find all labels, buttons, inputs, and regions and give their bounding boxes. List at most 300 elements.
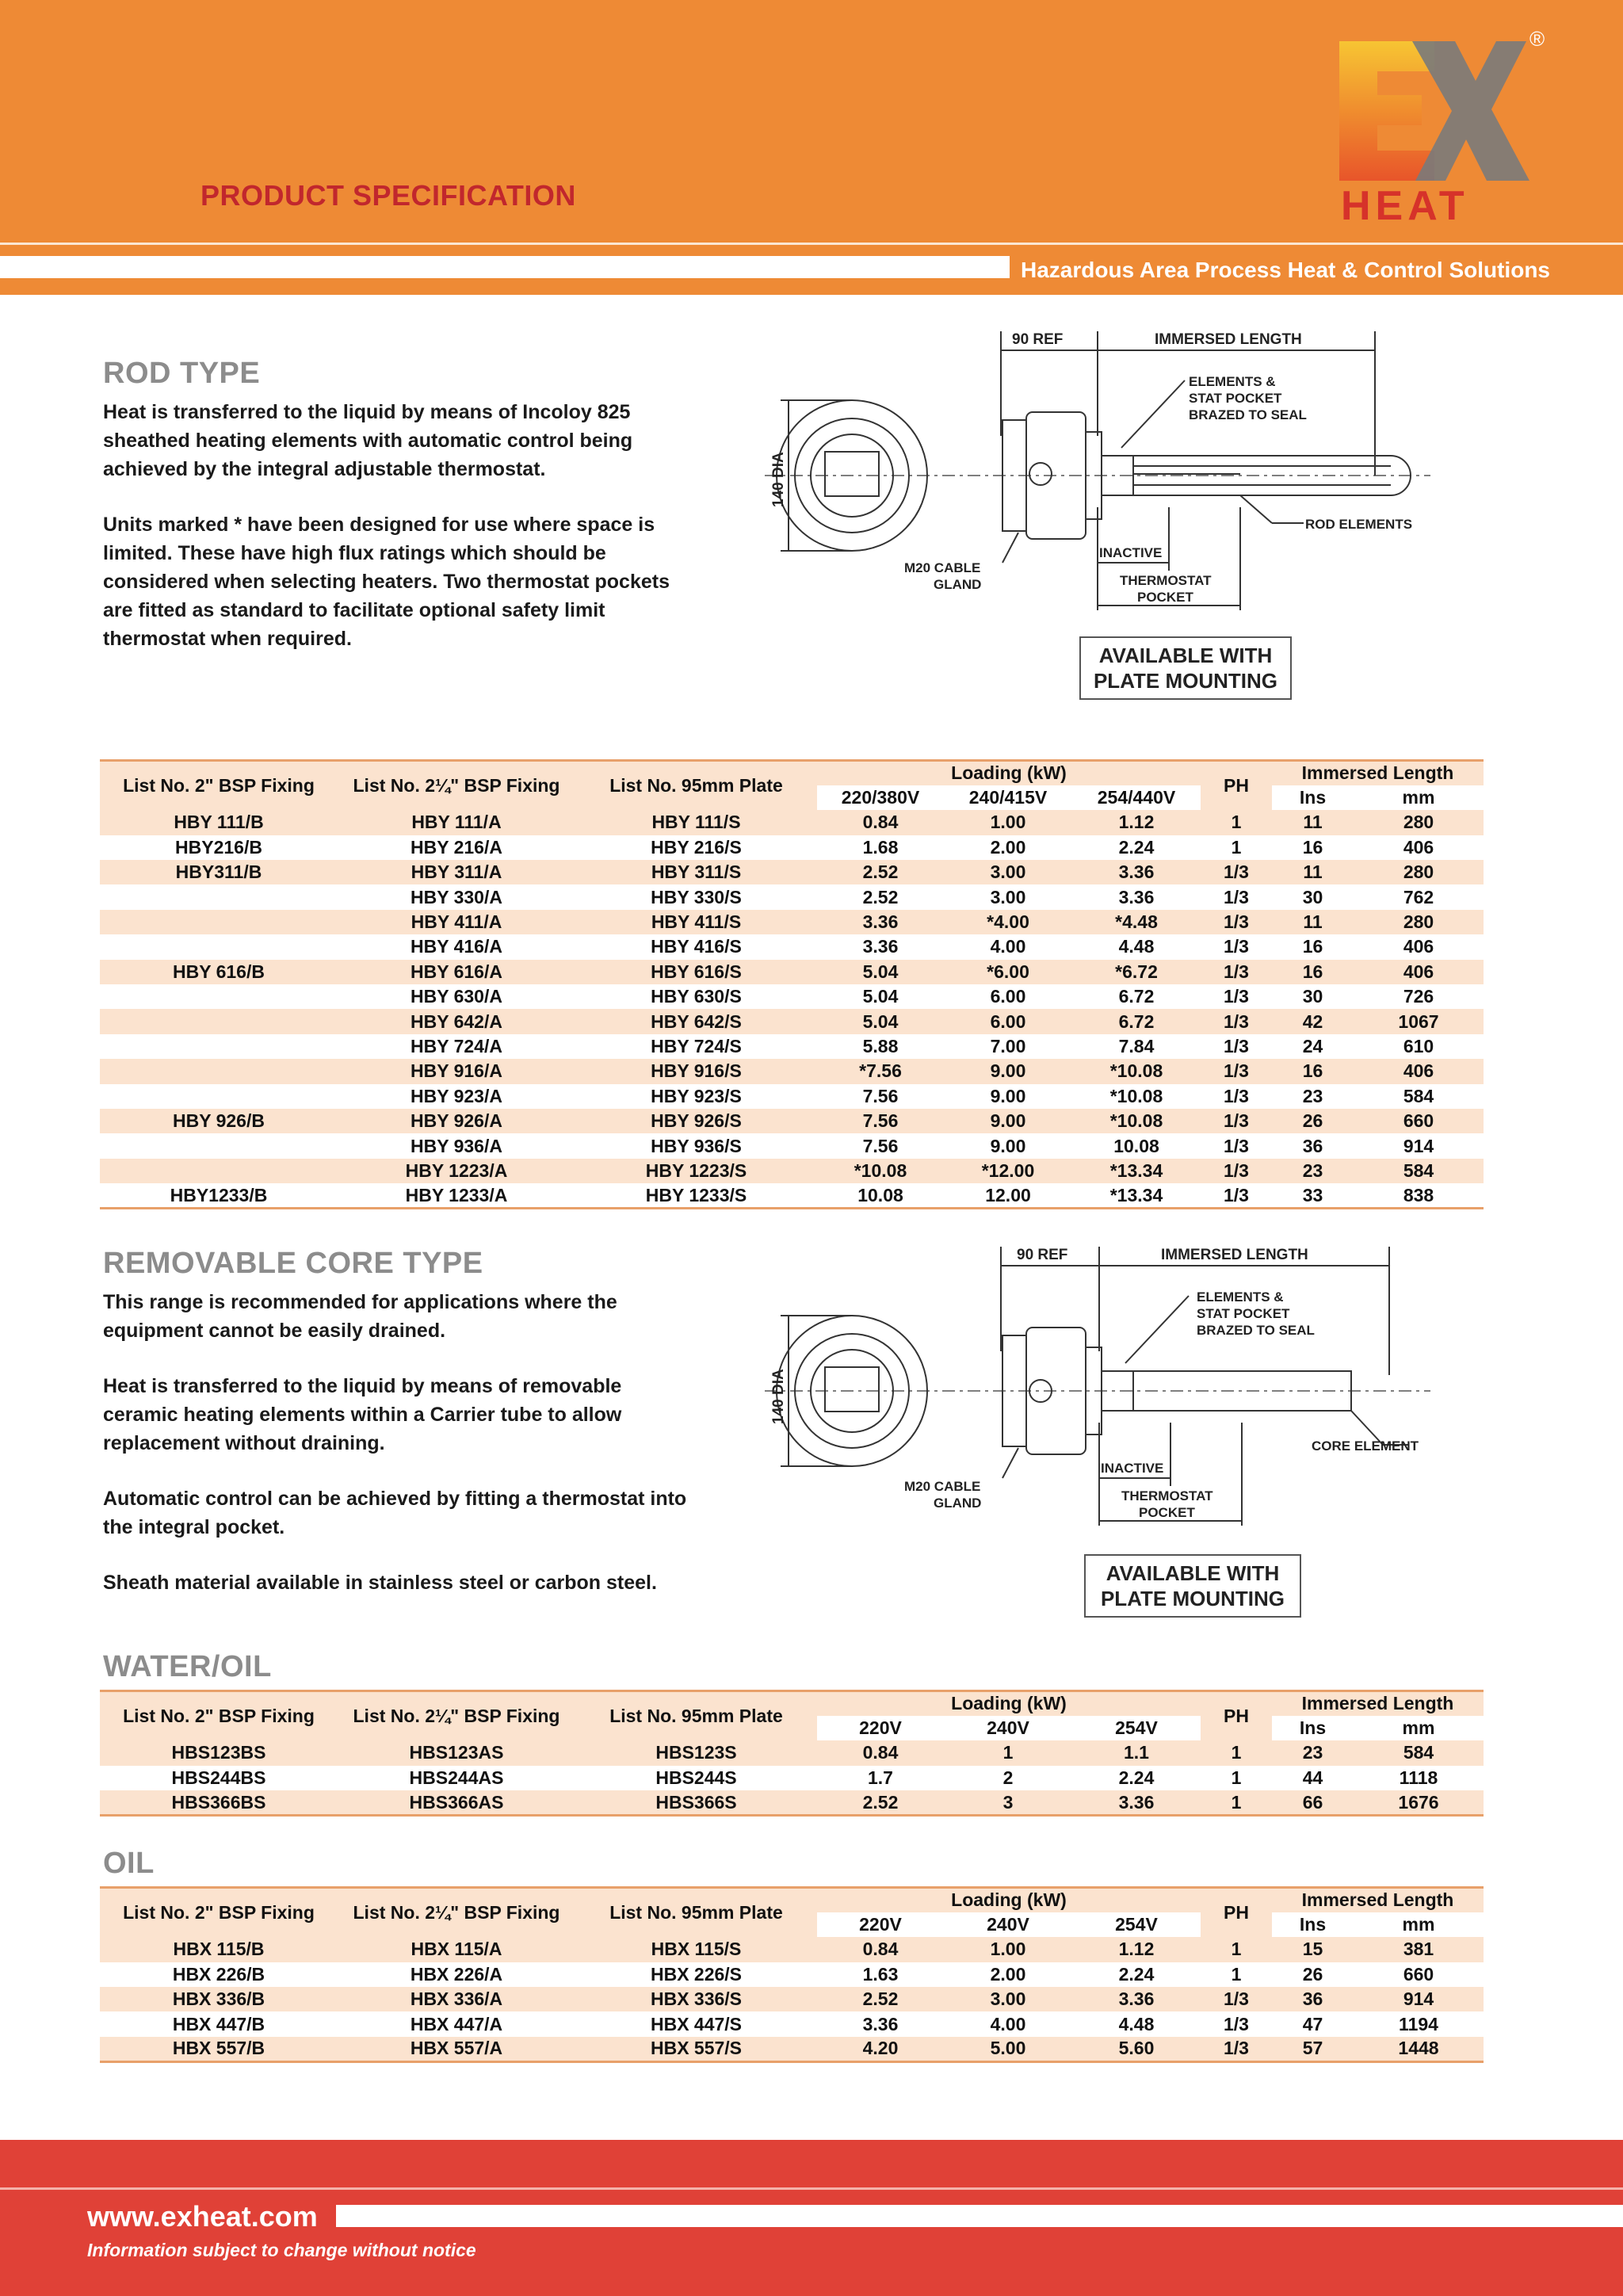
table-cell: 33 [1272,1183,1354,1208]
core-type-diagram [757,1240,1438,1541]
table-cell: HBX 115/S [575,1937,817,1962]
table-cell: 9.00 [990,1135,1026,1156]
table-cell: HBY 1223/A [338,1159,575,1183]
table-cell: 9.00 [944,1059,1072,1083]
col-v3: 254/440V [1072,785,1201,810]
table-cell: 1.00 [944,810,1072,835]
col-v2: 240V [944,1716,1072,1740]
table-cell [100,1059,338,1083]
table-cell: 1/3 [1224,986,1249,1007]
table-row [100,1059,1484,1083]
table-cell: 1/3 [1201,960,1272,984]
table-cell: HBX 447/A [410,2013,503,2034]
table-cell: HBY 1223/S [575,1159,817,1183]
table-cell: 26 [1272,1109,1354,1133]
table-cell: 1/3 [1201,1183,1272,1208]
page-title: PRODUCT SPECIFICATION [200,179,576,212]
core-type-title: REMOVABLE CORE TYPE [103,1247,483,1280]
table-cell: HBY 111/A [338,810,575,835]
table-cell: HBX 115/A [338,1937,575,1962]
table-cell: 1 [1201,810,1272,835]
table-row [100,910,1484,934]
table-cell: HBX 226/S [650,1963,743,1985]
col-ins: Ins [1272,1912,1354,1937]
table-cell: 1/3 [1201,1059,1272,1083]
col-v1: 220V [817,1716,944,1740]
table-cell: 2.24 [1118,836,1155,858]
table-cell: 6.00 [990,986,1026,1007]
label-rod-elements: ROD ELEMENTS [1305,517,1413,532]
table-cell: HBX 557/B [100,2037,338,2061]
table-cell: *4.00 [944,910,1072,934]
table-cell: *10.08 [1109,1085,1163,1106]
note-elements: ELEMENTS & [1197,1289,1284,1305]
table-cell: 15 [1272,1937,1354,1962]
table-cell: 7.56 [862,1135,899,1156]
col-v1: 220/380V [817,785,944,810]
table-cell: 10.08 [817,1183,944,1208]
table-cell: 0.84 [817,1937,944,1962]
table-cell: 23 [1272,1159,1354,1183]
col-mm: mm [1354,785,1484,810]
table-cell: HBS244S [655,1767,737,1788]
table-cell: HBY 416/S [651,936,742,957]
table-cell: HBY 642/A [338,1009,575,1033]
table-cell: 5.88 [862,1035,899,1056]
rod-type-diagram [757,325,1438,626]
table-cell: 11 [1272,860,1354,884]
table-row [100,1937,1484,1962]
col-ins: Ins [1272,785,1354,810]
table-cell: HBX 336/S [575,1987,817,2011]
col-bsp2: List No. 2" BSP Fixing [100,1691,338,1741]
tagline: Hazardous Area Process Heat & Control Solutions [1021,258,1550,282]
table-cell: HBS123BS [100,1740,338,1765]
table-cell: HBX 336/B [100,1987,338,2011]
table-cell: *12.00 [944,1159,1072,1183]
table-cell: HBY311/B [100,860,338,884]
table-cell: HBY 616/A [338,960,575,984]
table-cell [100,910,338,934]
table-cell: 30 [1302,986,1323,1007]
table-cell: 584 [1354,1159,1484,1183]
page-header [0,0,1623,295]
col-immersed: Immersed Length [1272,761,1484,785]
table-cell: HBS123AS [338,1740,575,1765]
table-cell: HBY 330/S [651,886,742,907]
table-cell: HBX 557/A [338,2037,575,2061]
table-cell: 4.20 [817,2037,944,2061]
footer-note: Information subject to change without notice [87,2240,476,2260]
rod-type-title: ROD TYPE [103,357,261,390]
table-cell: 1/3 [1201,1009,1272,1033]
available-line1: AVAILABLE WITH [1098,644,1273,667]
table-cell: 1.00 [944,1937,1072,1962]
available-line2: PLATE MOUNTING [1093,669,1278,693]
table-cell: HBX 226/B [172,1963,265,1985]
dim-90-ref: 90 REF [1017,1247,1068,1263]
table-cell: HBY 111/B [100,810,338,835]
note-brazed: BRAZED TO SEAL [1197,1323,1315,1338]
table-cell: HBY 630/S [651,986,742,1007]
page-footer [0,2140,1623,2296]
table-cell: HBX 557/S [575,2037,817,2061]
table-cell: 10.08 [1113,1135,1159,1156]
table-cell: 1 [944,1740,1072,1765]
core-plate-mounting-box [1084,1554,1301,1618]
table-cell: 26 [1302,1963,1323,1985]
col-mm: mm [1354,1716,1484,1740]
table-cell: 584 [1403,1085,1434,1106]
table-row [100,960,1484,984]
table-cell [100,1133,338,1158]
note-stat-pocket: STAT POCKET [1197,1306,1290,1321]
table-cell: 584 [1354,1740,1484,1765]
table-cell: 406 [1354,960,1484,984]
table-cell: 1118 [1399,1767,1438,1788]
table-cell: 1/3 [1201,1987,1272,2011]
table-cell: HBS244AS [409,1767,504,1788]
table-cell: 280 [1354,810,1484,835]
oil-table [100,1886,1484,2063]
registered-mark: ® [1529,27,1545,51]
table-cell: *10.08 [1072,1059,1201,1083]
table-cell: HBY 926/S [575,1109,817,1133]
table-row [100,835,1484,860]
table-cell: HBY 111/S [575,810,817,835]
table-cell: 660 [1354,1109,1484,1133]
col-v3: 254V [1072,1716,1201,1740]
table-cell: 2.00 [990,836,1026,858]
ex-logo-mark-icon [1339,41,1529,184]
col-v3: 254V [1072,1912,1201,1937]
col-bsp214: List No. 2¼" BSP Fixing [338,1691,575,1741]
table-cell: 660 [1403,1963,1434,1985]
table-cell: 1/3 [1224,1035,1249,1056]
table-cell: 3.00 [944,860,1072,884]
label-thermostat: THERMOSTAT [1121,1488,1213,1503]
table-cell: HBX 226/A [410,1963,503,1985]
table-cell: 1/3 [1201,860,1272,884]
table-cell: 0.84 [817,810,944,835]
table-cell: 4.00 [990,2013,1026,2034]
table-cell [100,1009,338,1033]
col-immersed: Immersed Length [1272,1691,1484,1716]
table-cell: 406 [1403,936,1434,957]
table-cell: 406 [1403,836,1434,858]
table-cell: 9.00 [990,1085,1026,1106]
table-cell: 726 [1403,986,1434,1007]
table-cell: 7.84 [1118,1035,1155,1056]
col-bsp214: List No. 2¼" BSP Fixing [338,1888,575,1938]
table-cell: 3.00 [944,1987,1072,2011]
label-m20-cable: M20 CABLE [904,1479,981,1494]
table-cell: 3.36 [1072,1987,1201,2011]
col-bsp214: List No. 2¼" BSP Fixing [338,761,575,811]
table-cell: HBY 923/S [651,1085,742,1106]
table-cell: 1.12 [1072,810,1201,835]
col-ph: PH [1201,1691,1272,1741]
table-cell: 3.36 [817,910,944,934]
table-cell: HBY 311/S [575,860,817,884]
table-cell [100,934,338,959]
table-cell: 7.56 [862,1085,899,1106]
table-cell: HBY 311/A [338,860,575,884]
table-cell: *7.56 [817,1059,944,1083]
table-cell: 3 [944,1790,1072,1815]
table-cell: HBX 447/S [650,2013,743,2034]
dim-immersed-length: IMMERSED LENGTH [1161,1247,1308,1263]
table-cell: 36 [1302,1135,1323,1156]
table-cell: HBY 411/A [338,910,575,934]
table-cell: 1.12 [1072,1937,1201,1962]
table-row [100,2011,1484,2036]
table-cell: HBY 916/A [338,1059,575,1083]
table-cell: 1/3 [1201,1109,1272,1133]
table-cell: 36 [1272,1987,1354,2011]
table-cell: HBX 336/A [338,1987,575,2011]
table-cell: HBS366BS [100,1790,338,1815]
table-cell: HBY 416/A [411,936,502,957]
table-row [100,1962,1484,1987]
col-v2: 240V [944,1912,1072,1937]
table-cell: 5.04 [817,960,944,984]
rod-paragraph: Units marked * have been designed for use where space is limited. These have high flux ratings which should be considered when selecting heaters. Two thermostat pockets are fitted as standard to facilitate optional safety limit thermostat when required. [103,514,670,650]
col-ph: PH [1201,1888,1272,1938]
table-cell [100,1159,338,1183]
table-cell: 1/3 [1224,1135,1249,1156]
col-bsp2: List No. 2" BSP Fixing [100,1888,338,1938]
table-row [100,1740,1484,1765]
table-cell: *4.48 [1072,910,1201,934]
table-cell [100,1084,338,1109]
table-cell: 280 [1354,860,1484,884]
table-cell: HBY 936/A [411,1135,502,1156]
table-cell: HBY 1233/S [575,1183,817,1208]
table-row [100,860,1484,884]
col-plate: List No. 95mm Plate [575,1691,817,1741]
table-cell: 406 [1354,1059,1484,1083]
available-line1: AVAILABLE WITH [1106,1561,1280,1585]
table-cell: 610 [1403,1035,1434,1056]
table-cell: 11 [1272,910,1354,934]
core-heater-drawing-icon [757,1240,1438,1541]
table-cell: *6.72 [1072,960,1201,984]
table-cell: HBY 923/A [411,1085,502,1106]
table-cell: HBS244BS [171,1767,266,1788]
col-ins: Ins [1272,1716,1354,1740]
core-paragraph: Sheath material available in stainless steel or carbon steel. [103,1572,657,1594]
header-divider [0,243,1623,245]
table-row [100,984,1484,1009]
table-cell: 0.84 [817,1740,944,1765]
table-row [100,1766,1484,1790]
table-cell: HBY 616/S [575,960,817,984]
website-link[interactable]: www.exheat.com [87,2200,318,2233]
table-cell: 3.00 [990,886,1026,907]
dim-140-dia: 140 DIA [770,452,787,507]
table-cell: 280 [1354,910,1484,934]
water-oil-title: WATER/OIL [103,1650,272,1683]
table-cell: HBS366S [575,1790,817,1815]
table-cell: *13.34 [1072,1159,1201,1183]
footer-bar [336,2205,1623,2227]
table-cell: 2.52 [817,860,944,884]
table-cell: HBY 330/A [411,886,502,907]
note-elements: ELEMENTS & [1189,374,1276,389]
table-cell: HBY 616/B [100,960,338,984]
table-cell: 1 [1201,1790,1272,1815]
table-cell: 2.24 [1118,1963,1155,1985]
label-m20-cable: M20 CABLE [904,560,981,575]
table-cell: 838 [1354,1183,1484,1208]
table-cell: HBY 1233/A [338,1183,575,1208]
label-thermostat: THERMOSTAT [1120,573,1212,588]
table-cell: HBY216/B [175,836,262,858]
table-cell: 24 [1302,1035,1323,1056]
table-cell: 5.00 [944,2037,1072,2061]
table-cell: 4.48 [1118,936,1155,957]
table-cell: 47 [1302,2013,1323,2034]
dim-90-ref: 90 REF [1012,331,1064,348]
dim-immersed-length: IMMERSED LENGTH [1155,331,1302,348]
table-cell: HBY 936/S [651,1135,742,1156]
table-cell: 1 [1231,1963,1242,1985]
table-cell: 12.00 [944,1183,1072,1208]
table-cell: 1/3 [1224,936,1249,957]
table-cell: 5.04 [862,986,899,1007]
table-cell: 1/3 [1201,910,1272,934]
table-cell: 30 [1302,886,1323,907]
table-cell: 5.04 [817,1009,944,1033]
table-cell: 57 [1272,2037,1354,2061]
table-cell: 914 [1354,1987,1484,2011]
table-row [100,1133,1484,1158]
table-cell: 1 [1231,836,1242,858]
table-cell: 2.52 [817,1790,944,1815]
label-gland: GLAND [934,1496,982,1511]
label-core-element: CORE ELEMENT [1312,1438,1419,1454]
table-cell: 16 [1302,936,1323,957]
tagline-bar [0,256,1010,278]
table-cell: HBY 216/A [411,836,502,858]
label-pocket: POCKET [1137,590,1193,605]
table-row [100,1159,1484,1183]
table-cell: *10.08 [817,1159,944,1183]
core-paragraph: Heat is transferred to the liquid by means of removable ceramic heating elements within a Carrier tube to allow replacement without draining. [103,1375,622,1454]
table-cell: 11 [1272,810,1354,835]
table-row [100,2037,1484,2061]
rod-type-description [103,398,689,680]
table-row [100,1034,1484,1059]
col-immersed: Immersed Length [1272,1888,1484,1912]
table-cell: HBX 447/B [172,2013,265,2034]
table-cell: 5.60 [1072,2037,1201,2061]
table-cell: 1.63 [862,1963,899,1985]
table-cell: 4.00 [990,936,1026,957]
col-plate: List No. 95mm Plate [575,761,817,811]
col-loading: Loading (kW) [817,761,1201,785]
table-cell: HBY 642/S [575,1009,817,1033]
table-cell: 2.52 [862,886,899,907]
available-line2: PLATE MOUNTING [1100,1587,1285,1610]
core-paragraph: Automatic control can be achieved by fitting a thermostat into the integral pocket. [103,1488,687,1538]
table-cell: 16 [1302,836,1323,858]
table-cell: HBS366AS [338,1790,575,1815]
col-v2: 240/415V [944,785,1072,810]
table-cell: 6.72 [1072,1009,1201,1033]
table-cell: 1.7 [868,1767,893,1788]
table-cell: 1448 [1354,2037,1484,2061]
col-ph: PH [1201,761,1272,811]
table-cell [100,884,338,909]
table-cell: 7.56 [817,1109,944,1133]
table-cell: 3.36 [1072,1790,1201,1815]
table-cell: 1 [1201,1937,1272,1962]
table-cell: 1/3 [1201,1159,1272,1183]
table-cell: 16 [1272,960,1354,984]
core-type-description [103,1288,697,1624]
table-cell: 44 [1302,1767,1323,1788]
table-cell: 3.36 [862,2013,899,2034]
col-v1: 220V [817,1912,944,1937]
table-cell: 1/3 [1224,886,1249,907]
table-cell: 6.72 [1118,986,1155,1007]
table-cell: 4.48 [1118,2013,1155,2034]
rod-heater-drawing-icon [757,325,1438,626]
table-cell: 2 [1002,1767,1014,1788]
table-cell: HBX 115/B [100,1937,338,1962]
table-cell: 914 [1403,1135,1434,1156]
table-row [100,1009,1484,1033]
table-cell: 23 [1302,1085,1323,1106]
col-loading: Loading (kW) [817,1888,1201,1912]
table-cell: 3.36 [1072,860,1201,884]
table-row [100,810,1484,835]
table-row [100,884,1484,909]
table-cell: *6.00 [944,960,1072,984]
table-row [100,934,1484,959]
table-cell: 1/3 [1224,1085,1249,1106]
table-cell: HBY 926/B [100,1109,338,1133]
table-cell: 7.00 [990,1035,1026,1056]
table-cell: 1194 [1399,2013,1438,2034]
table-cell: 381 [1354,1937,1484,1962]
table-cell: *13.34 [1072,1183,1201,1208]
table-cell: 1.1 [1072,1740,1201,1765]
col-bsp2: List No. 2" BSP Fixing [100,761,338,811]
table-row [100,1109,1484,1133]
table-cell: 16 [1272,1059,1354,1083]
table-cell [100,984,338,1009]
rod-plate-mounting-box [1079,636,1292,700]
table-cell: 762 [1403,886,1434,907]
table-cell: HBY 926/A [338,1109,575,1133]
table-cell: HBY 216/S [651,836,742,858]
table-cell: 3.36 [862,936,899,957]
col-mm: mm [1354,1912,1484,1937]
table-cell: 1676 [1354,1790,1484,1815]
rod-type-table [100,759,1484,1209]
water-oil-table [100,1690,1484,1817]
note-stat-pocket: STAT POCKET [1189,391,1282,406]
exheat-logo [1339,27,1545,229]
table-cell: 2.52 [817,1987,944,2011]
table-cell: HBY 411/S [575,910,817,934]
table-cell: 1067 [1354,1009,1484,1033]
table-cell: 1 [1231,1767,1242,1788]
table-cell: *10.08 [1072,1109,1201,1133]
